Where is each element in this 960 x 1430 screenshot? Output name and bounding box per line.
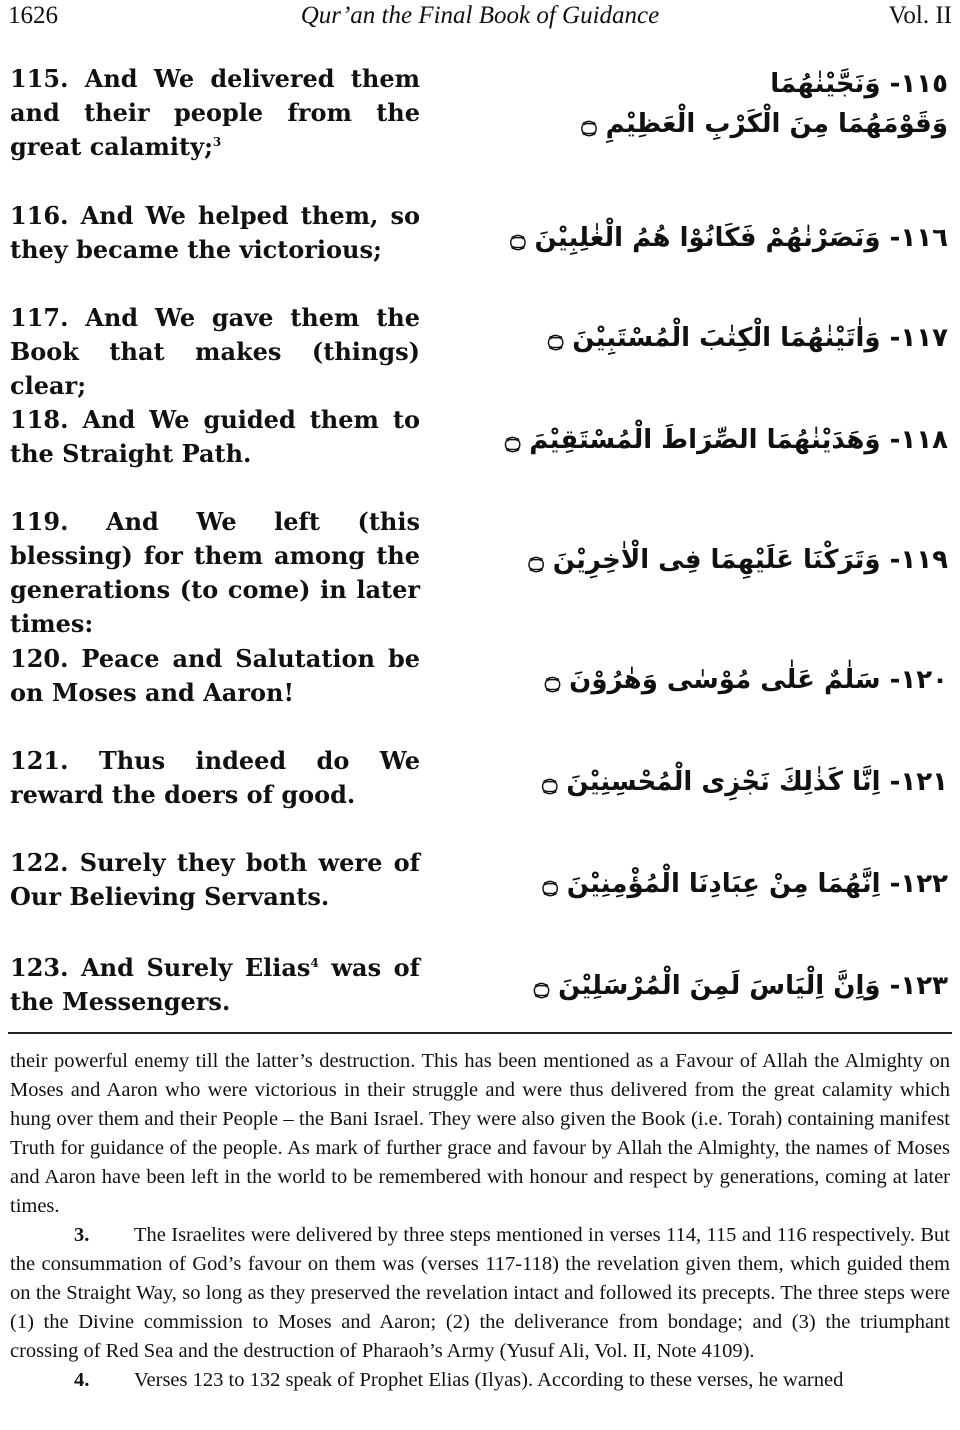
- arabic-line: ١١٦- وَنَصَرْنٰهُمْ فَكَانُوْا هُمُ الْغٰلِبِيْنَ ۝: [510, 223, 948, 253]
- verse-121-arabic: [542, 762, 948, 802]
- verse-123-arabic: [533, 966, 948, 1006]
- footnote-4: [10, 1366, 950, 1395]
- footnote-4-text: Verses 123 to 132 speak of Prophet Elias (Ilyas). According to these verses, he warned: [134, 1369, 844, 1391]
- arabic-line: وَقَوْمَهُمَا مِنَ الْكَرْبِ الْعَظِيْمِ ۝: [581, 109, 948, 139]
- verse-123-translation: 123. And Surely Elias$^4$ was of the Messengers.: [10, 953, 421, 1016]
- arabic-line: ١١٨- وَهَدَيْنٰهُمَا الصِّرَاطَ الْمُسْتَقِيْمَ ۝: [504, 425, 948, 455]
- footnote-3-label: 3.: [74, 1224, 90, 1246]
- arabic-line: ١٢٣- وَاِنَّ اِلْيَاسَ لَمِنَ الْمُرْسَلِيْنَ ۝: [533, 971, 948, 1001]
- arabic-line: ١١٧- وَاٰتَيْنٰهُمَا الْكِتٰبَ الْمُسْتَبِيْنَ ۝: [548, 323, 948, 353]
- footnote-continuation: their powerful enemy till the latter’s destruction. This has been mentioned as a Favour of Allah the Almighty on Moses and Aaron who were victorious in their struggle and were thus delivered from the great calamity which hung over them and their People – the Bani Israel. They were also given the Book (i.e. Torah) containing manifest Truth for guidance of the people. As mark of further grace and favour by Allah the Almighty, the names of Moses and Aaron have been left in the world to be remembered with honour and respect by generations, coming at later times.: [10, 1050, 950, 1217]
- arabic-line: ١٢١- اِنَّا كَذٰلِكَ نَجْزِى الْمُحْسِنِيْنَ ۝: [542, 767, 948, 797]
- verse-122-translation: 122. Surely they both were of Our Believing Servants.: [10, 848, 420, 911]
- footnote-ref-3: 3: [212, 135, 222, 149]
- verse-122-arabic: [542, 864, 948, 904]
- verse-117-translation: 117. And We gave them the Book that makes (things) clear;: [10, 303, 420, 400]
- verse-119-arabic: [528, 540, 948, 580]
- footnote-3-text: The Israelites were delivered by three steps mentioned in verses 114, 115 and 116 respectively. But the consummation of God’s favour on them was (verses 117-118) the revelation given them, which guided them on the Straight Way, so long as they preserved the revelation intact and followed its precepts. The three steps were (1) the Divine commission to Moses and Aaron; (2) the deliverance from bondage; and (3) the triumphant crossing of Red Sea and the destruction of Pharaoh’s Army (Yusuf Ali, Vol. II, Note 4109).: [10, 1224, 950, 1362]
- verse-120-arabic: [544, 660, 948, 700]
- footnotes: [10, 1047, 950, 1395]
- running-header: [8, 2, 952, 36]
- arabic-line: ١١٥- وَنَجَّيْنٰهُمَا: [770, 69, 948, 99]
- verse-118-translation: 118. And We guided them to the Straight Path.: [10, 405, 420, 468]
- arabic-line: ١٢٠- سَلٰمٌ عَلٰى مُوْسٰى وَهٰرُوْنَ ۝: [544, 665, 948, 695]
- verse-121-translation: 121. Thus indeed do We reward the doers of good.: [10, 746, 420, 809]
- footnote-3: [10, 1221, 950, 1366]
- page-number: 1626: [8, 2, 58, 29]
- book-title: Qur’an the Final Book of Guidance: [300, 2, 660, 29]
- footnote-4-label: 4.: [74, 1369, 90, 1391]
- verse-118-arabic: [504, 420, 948, 460]
- verse-115-translation: 115. And We delivered them and their people from the great calamity;$^3$: [10, 64, 420, 161]
- volume-label: Vol. II: [888, 2, 952, 29]
- verse-117-arabic: [548, 318, 948, 358]
- footnote-ref-4: 4: [310, 956, 319, 970]
- verse-116-translation: 116. And We helped them, so they became the victorious;: [10, 201, 420, 264]
- verse-115-arabic: [548, 64, 948, 144]
- arabic-line: ١٢٢- اِنَّهُمَا مِنْ عِبَادِنَا الْمُؤْمِنِيْنَ ۝: [542, 869, 948, 899]
- verse-116-arabic: [510, 218, 948, 258]
- verse-120-translation: 120. Peace and Salutation be on Moses and Aaron!: [10, 644, 420, 707]
- verse-119-translation: 119. And We left (this blessing) for them among the generations (to come) in later times:: [10, 507, 420, 638]
- footnote-divider: [8, 1032, 952, 1034]
- arabic-line: ١١٩- وَتَرَكْنَا عَلَيْهِمَا فِى الْاٰخِرِيْنَ ۝: [528, 545, 948, 575]
